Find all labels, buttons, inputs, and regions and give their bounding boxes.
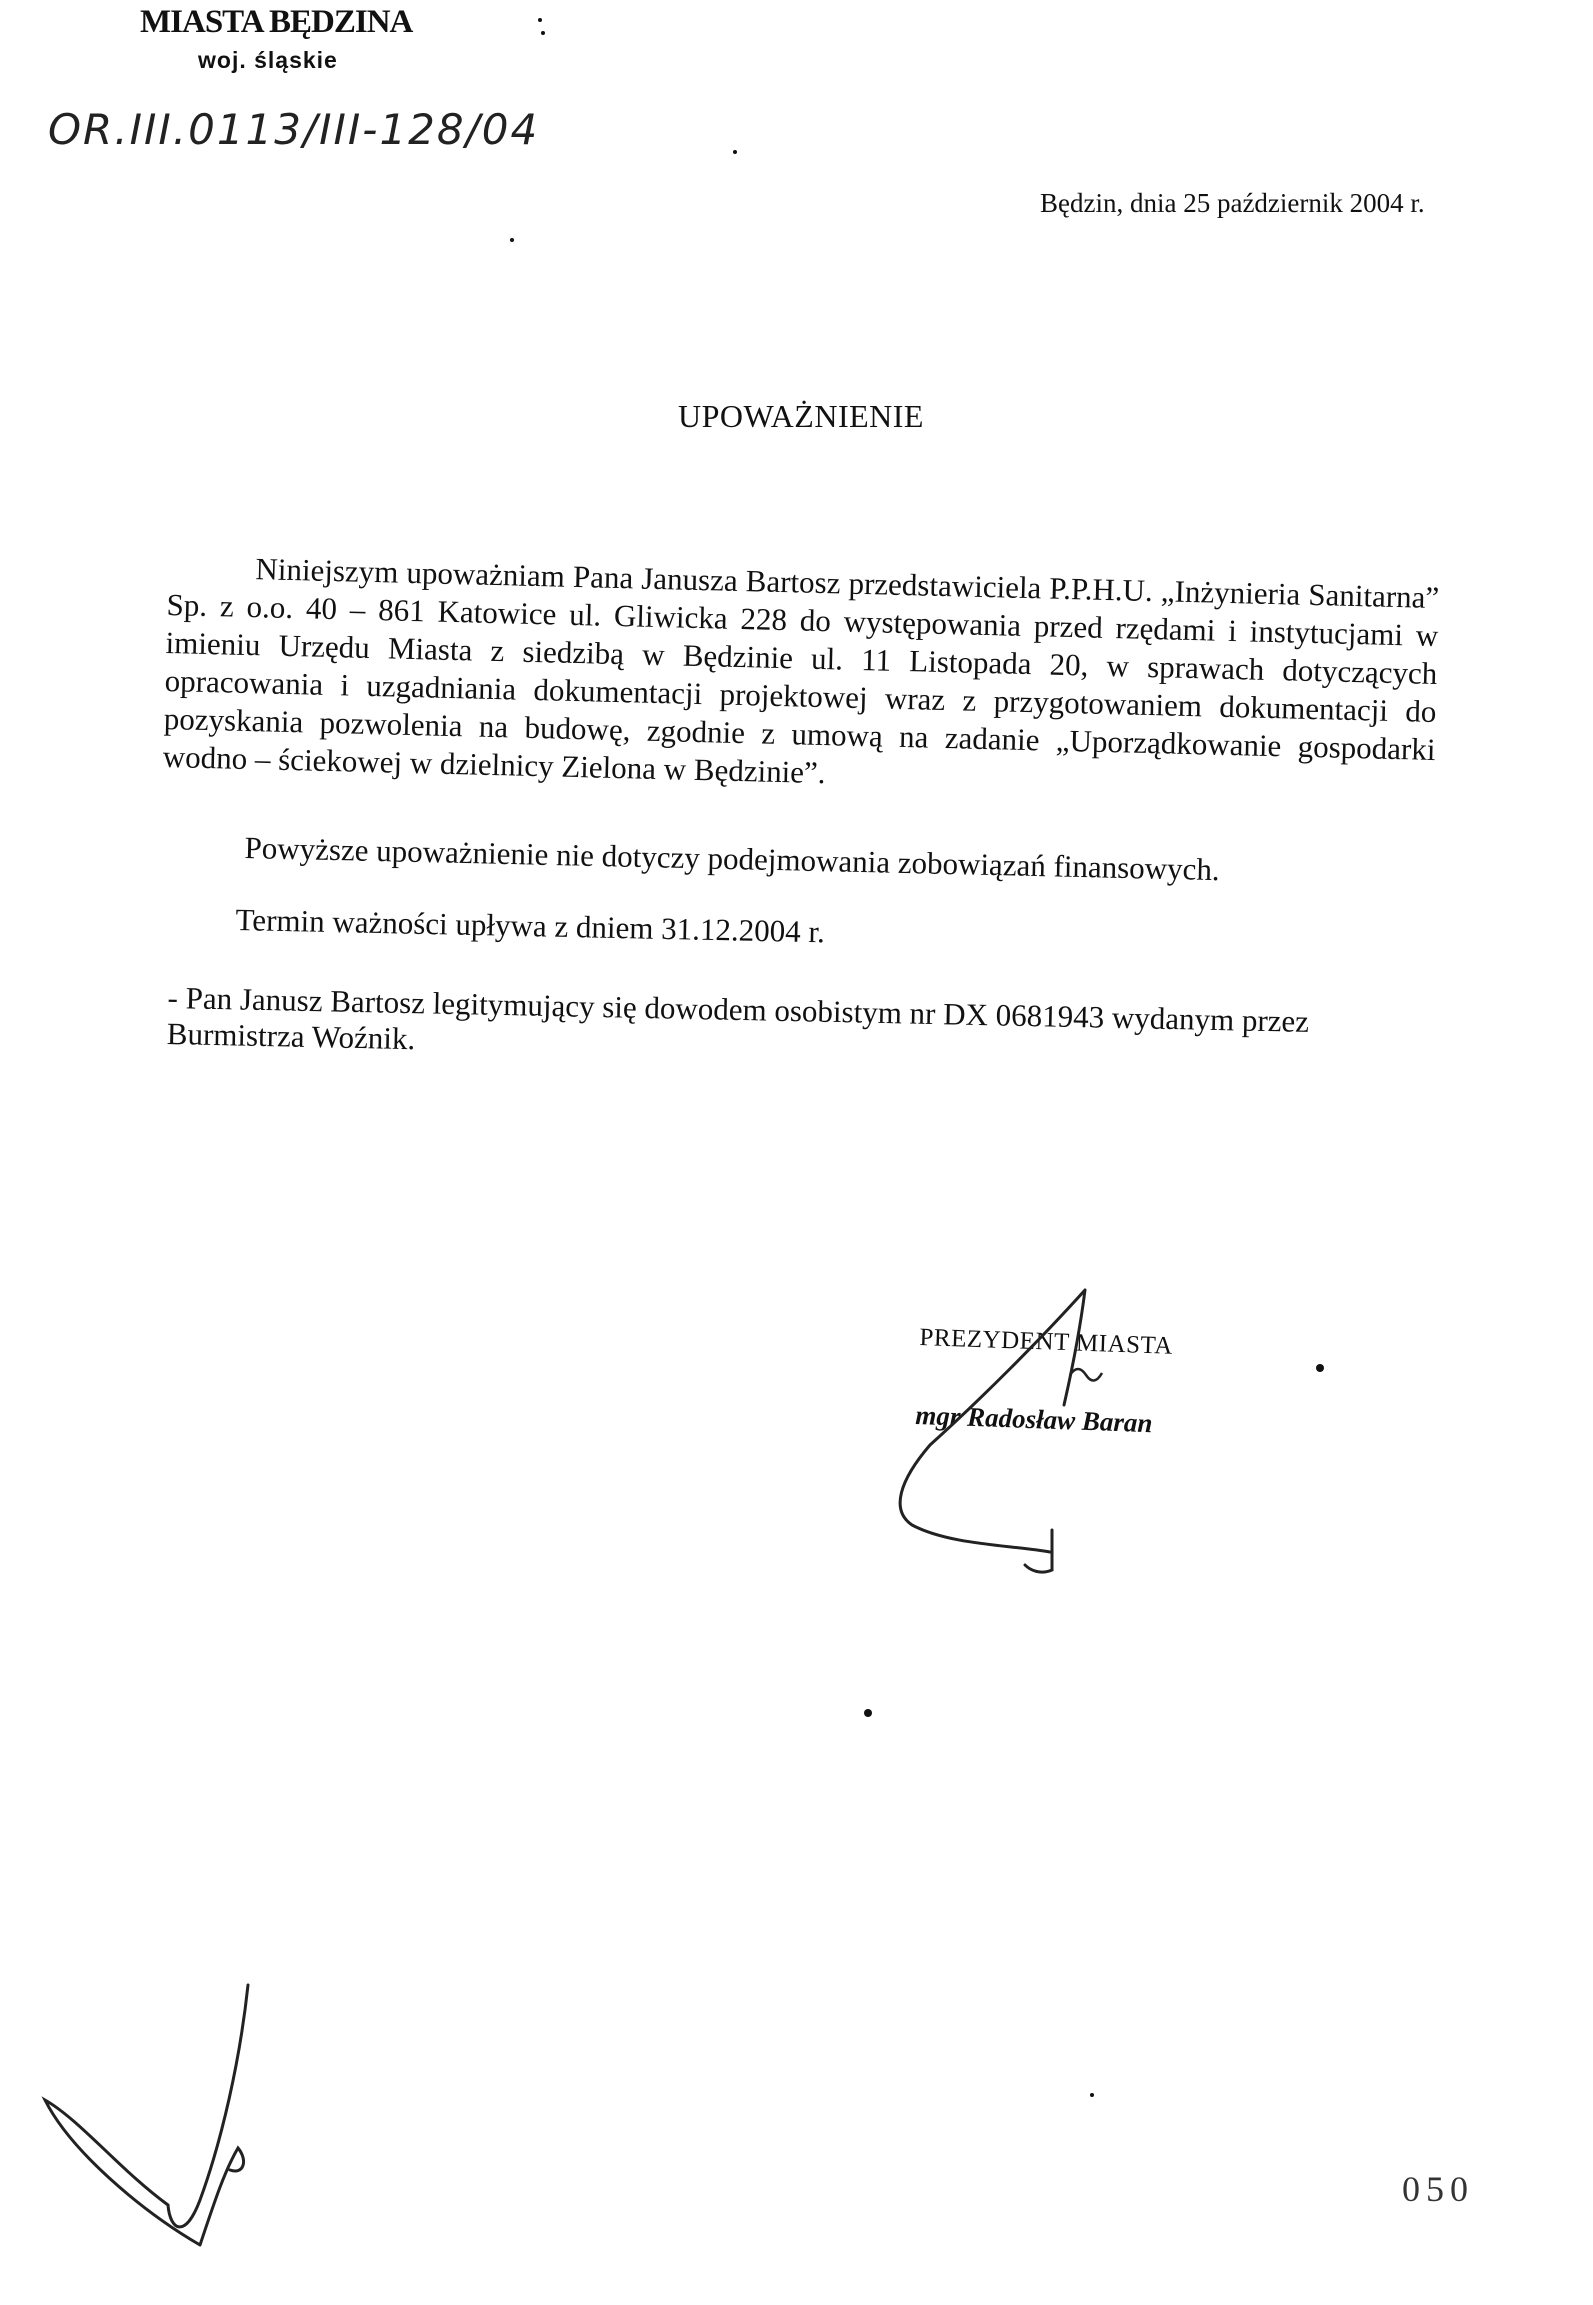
- main-paragraph-text: Niniejszym upoważniam Pana Janusza Bartosz przedstawiciela P.P.H.U. „Inżynieria Sanitarna” Sp. z o.o. 40 – 861 Katowice ul. Gliwicka 228 do występowania przed rzędami i instytucjami w imieniu Urzędu Miasta z siedzibą w Będzinie ul. 11 Listopada 20, w sprawach dotyczących opracowania i uzgadniania dokumentacji projektowej wraz z przygotowaniem dokumentacji do pozyskania pozwolenia na budowę, zgodnie z umową na zadanie „Uporządkowanie gospodarki wodno – ściekowej w dzielnicy Zielona w Będzinie”.: [162, 551, 1440, 791]
- date-line: Będzin, dnia 25 październik 2004 r.: [1040, 188, 1425, 218]
- president-signature: [900, 1290, 1085, 1572]
- reference-number: OR.III.0113/III-128/04: [48, 105, 540, 154]
- office-stamp-city: MIASTA BĘDZINA: [140, 4, 413, 40]
- id-note: - Pan Janusz Bartosz legitymujący się dowodem osobistym nr DX 0681943 wydanym przez Burmistrza Woźnik.: [166, 980, 1310, 1057]
- page-number: 050: [1402, 2169, 1474, 2209]
- office-stamp-region: woj. śląskie: [198, 47, 338, 73]
- signature-title: PREZYDENT MIASTA: [919, 1324, 1174, 1360]
- limitation-text: Powyższe upoważnienie nie dotyczy podejmowania zobowiązań finansowych.: [244, 830, 1221, 888]
- initials-signature: [45, 1985, 248, 2245]
- signature-name: mgr Radosław Baran: [914, 1400, 1153, 1439]
- validity-text: Termin ważności upływa z dniem 31.12.2004 r.: [235, 902, 826, 950]
- document-title: UPOWAŻNIENIE: [678, 398, 924, 434]
